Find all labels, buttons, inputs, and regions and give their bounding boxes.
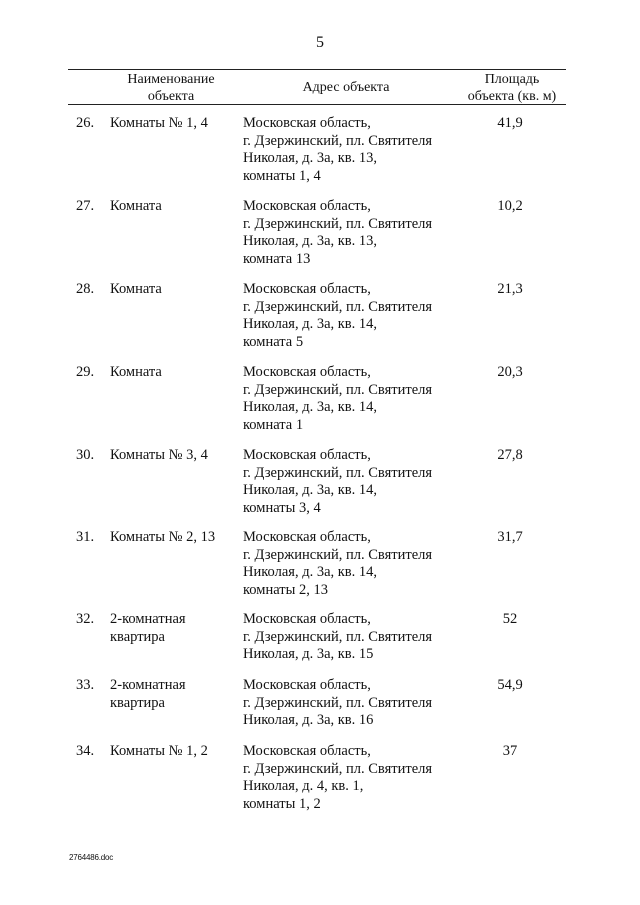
- object-address-line: Николая, д. 3а, кв. 14,: [243, 482, 378, 498]
- header-object-area-line: объекта (кв. м): [467, 89, 557, 104]
- table-row: [0, 198, 640, 281]
- object-address-line: комната 13: [243, 250, 311, 267]
- object-area: 54,9: [497, 677, 523, 693]
- object-address-line: комнаты 1, 4: [243, 167, 321, 184]
- object-name-line: квартира: [110, 628, 165, 645]
- object-address-line: Николая, д. 3а, кв. 14,: [243, 564, 378, 580]
- object-address-line: Московская область,: [243, 198, 371, 214]
- object-area: 21,3: [497, 281, 523, 297]
- object-area: 41,9: [497, 115, 523, 131]
- header-object-name-line: объекта: [147, 89, 195, 104]
- object-address-line: Николая, д. 3а, кв. 16: [243, 712, 374, 728]
- object-area: 10,2: [497, 198, 523, 214]
- object-name: [110, 529, 242, 547]
- object-area: 52: [502, 611, 518, 627]
- header-object-address: Адрес объекта: [302, 80, 390, 95]
- object-address: [243, 529, 463, 599]
- object-address: [243, 115, 463, 185]
- table-row: [0, 447, 640, 529]
- row-number: 27.: [76, 198, 95, 214]
- row-number: 32.: [76, 611, 95, 627]
- object-address: [243, 364, 463, 434]
- object-address: [243, 677, 463, 730]
- object-name-line: 2-комнатная: [110, 611, 186, 627]
- header-object-area-line: Площадь: [484, 72, 540, 87]
- table-row: [0, 743, 640, 813]
- page-number: 5: [316, 34, 324, 51]
- object-address-line: Московская область,: [243, 447, 371, 463]
- table-row: [0, 611, 640, 677]
- header-object-name: [100, 71, 242, 105]
- object-name-line: Комната: [110, 198, 162, 214]
- row-number: 34.: [76, 743, 95, 759]
- object-name: [110, 115, 242, 133]
- object-address-line: Николая, д. 4, кв. 1,: [243, 778, 364, 794]
- object-address-line: Московская область,: [243, 115, 371, 131]
- object-address-line: г. Дзержинский, пл. Святителя: [243, 298, 433, 315]
- object-address-line: г. Дзержинский, пл. Святителя: [243, 132, 433, 149]
- object-address-line: комнаты 2, 13: [243, 581, 328, 598]
- object-name-line: Комнаты № 1, 2: [110, 743, 208, 759]
- table-row: [0, 529, 640, 611]
- object-address-line: комнаты 1, 2: [243, 795, 321, 812]
- object-area: 37: [502, 743, 518, 759]
- object-address: [243, 611, 463, 664]
- object-address-line: г. Дзержинский, пл. Святителя: [243, 464, 433, 481]
- object-name-line: квартира: [110, 694, 165, 711]
- object-name-line: Комната: [110, 281, 162, 297]
- object-area: 27,8: [497, 447, 523, 463]
- object-address-line: г. Дзержинский, пл. Святителя: [243, 628, 433, 645]
- row-number: 33.: [76, 677, 95, 693]
- header-object-name-line: Наименование: [127, 72, 215, 87]
- object-address-line: Московская область,: [243, 611, 371, 627]
- table-body: [0, 115, 640, 813]
- object-address-line: комната 5: [243, 333, 304, 350]
- object-name: [110, 611, 242, 646]
- object-area: 31,7: [497, 529, 523, 545]
- object-address-line: комната 1: [243, 416, 304, 433]
- object-address-line: Московская область,: [243, 677, 371, 693]
- object-name: [110, 447, 242, 465]
- object-address-line: г. Дзержинский, пл. Святителя: [243, 215, 433, 232]
- object-address-line: г. Дзержинский, пл. Святителя: [243, 546, 433, 563]
- object-address-line: Московская область,: [243, 364, 371, 380]
- table-row: [0, 677, 640, 743]
- object-address: [243, 198, 463, 268]
- table-row: [0, 281, 640, 364]
- row-number: 26.: [76, 115, 95, 131]
- object-address-line: комнаты 3, 4: [243, 499, 321, 516]
- object-address-line: Николая, д. 3а, кв. 15: [243, 646, 374, 662]
- object-address-line: г. Дзержинский, пл. Святителя: [243, 760, 433, 777]
- object-name: [110, 743, 242, 761]
- object-address-line: г. Дзержинский, пл. Святителя: [243, 381, 433, 398]
- object-name-line: Комната: [110, 364, 162, 380]
- object-address-line: г. Дзержинский, пл. Святителя: [243, 694, 433, 711]
- object-address-line: Николая, д. 3а, кв. 14,: [243, 316, 378, 332]
- table-header-rule: [68, 104, 566, 105]
- table-row: [0, 115, 640, 198]
- object-name-line: Комнаты № 1, 4: [110, 115, 208, 131]
- object-name-line: Комнаты № 3, 4: [110, 447, 208, 463]
- object-address-line: Николая, д. 3а, кв. 14,: [243, 399, 378, 415]
- header-object-area: [452, 71, 572, 105]
- object-address-line: Московская область,: [243, 529, 371, 545]
- object-name: [110, 281, 242, 299]
- object-name: [110, 364, 242, 382]
- object-address: [243, 743, 463, 813]
- object-name-line: 2-комнатная: [110, 677, 186, 693]
- row-number: 30.: [76, 447, 95, 463]
- object-address-line: Николая, д. 3а, кв. 13,: [243, 233, 378, 249]
- table-top-rule: [68, 69, 566, 70]
- object-area: 20,3: [497, 364, 523, 380]
- object-address-line: Московская область,: [243, 743, 371, 759]
- object-address-line: Московская область,: [243, 281, 371, 297]
- document-code: 2764486.doc: [69, 853, 114, 862]
- object-name: [110, 198, 242, 216]
- object-address: [243, 281, 463, 351]
- row-number: 28.: [76, 281, 95, 297]
- row-number: 31.: [76, 529, 95, 545]
- row-number: 29.: [76, 364, 95, 380]
- object-address-line: Николая, д. 3а, кв. 13,: [243, 150, 378, 166]
- table-row: [0, 364, 640, 447]
- object-address: [243, 447, 463, 517]
- object-name-line: Комнаты № 2, 13: [110, 529, 216, 545]
- object-name: [110, 677, 242, 712]
